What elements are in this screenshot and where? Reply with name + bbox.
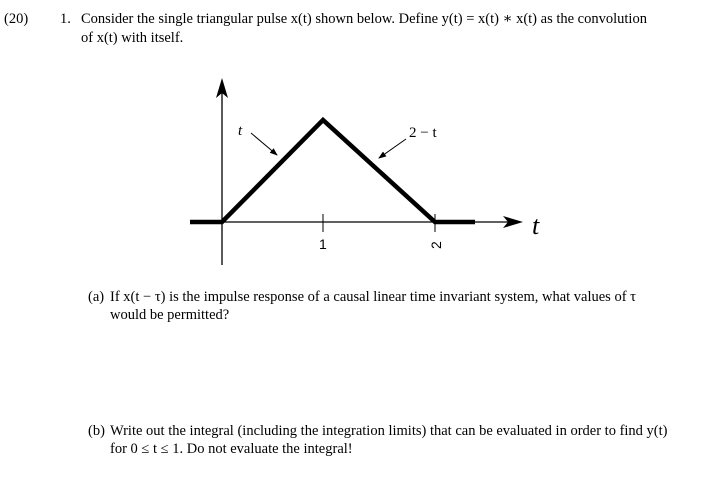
part-b-label: (b) [88, 423, 105, 439]
tick-label-1: 1 [319, 236, 327, 252]
question-text-line-1: Consider the single triangular pulse x(t) shown below. Define y(t) = x(t) ∗ x(t) as the convolution [81, 11, 647, 27]
right-slope-label: 2 − t [409, 125, 437, 141]
x-axis-label: t [532, 211, 540, 240]
points-label: (20) [4, 11, 29, 27]
part-b-text-line-2: for 0 ≤ t ≤ 1. Do not evaluate the integral! [110, 441, 353, 457]
part-a-text-line-1: If x(t − τ) is the impulse response of a causal linear time invariant system, what values of τ [110, 289, 636, 305]
question-text-line-2: of x(t) with itself. [81, 30, 184, 46]
right-slope-pointer [379, 139, 406, 158]
question-number: 1. [60, 11, 71, 27]
tick-label-2: 2 [428, 241, 444, 249]
left-slope-pointer [251, 133, 277, 155]
part-b-text-line-1: Write out the integral (including the integration limits) that can be evaluated in order to find y(t) [110, 423, 668, 439]
left-slope-label: t [238, 123, 243, 139]
part-a-label: (a) [88, 289, 105, 305]
part-a-text-line-2: would be permitted? [110, 307, 230, 323]
